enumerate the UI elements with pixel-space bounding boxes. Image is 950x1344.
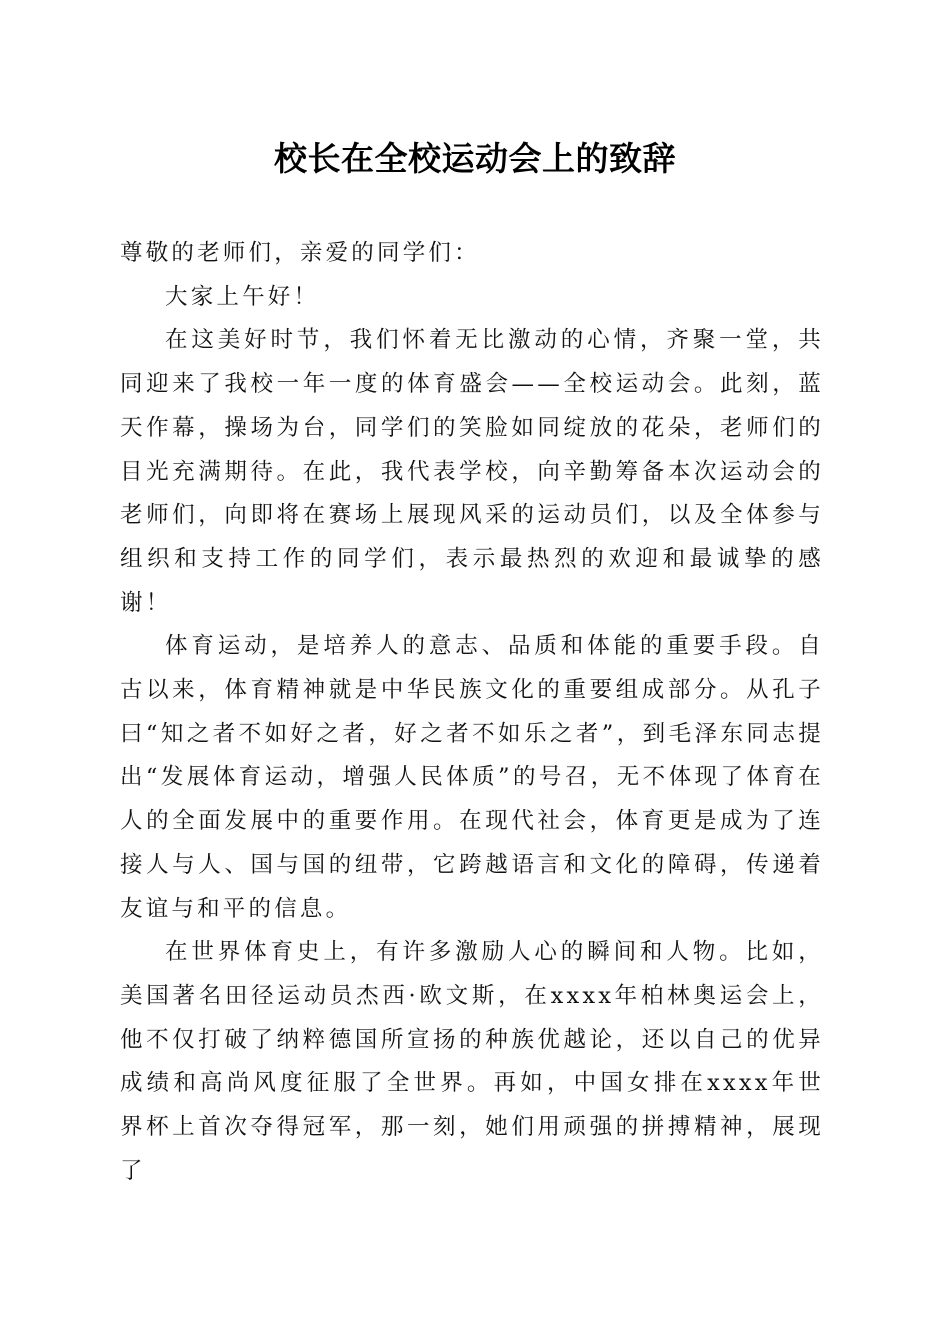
paragraph-opening: 在这美好时节，我们怀着无比激动的心情，齐聚一堂，共同迎来了我校一年一度的体育盛会——全校运动会。此刻，蓝天作幕，操场为台，同学们的笑脸如同绽放的花朵，老师们的目光充满期待。在此，我代表学校，向辛勤筹备本次运动会的老师们，向即将在赛场上展现风采的运动员们，以及全体参与组织和支持工作的同学们，表示最热烈的欢迎和最诚挚的感谢！ [120,327,824,616]
paragraph-greeting: 大家上午好！ [165,283,320,310]
document-title: 校长在全校运动会上的致辞 [274,139,676,178]
document-body [120,232,824,1193]
paragraph-sports-history: 在世界体育史上，有许多激励人心的瞬间和人物。比如，美国著名田径运动员杰西·欧文斯，在xxxx年柏林奥运会上，他不仅打破了纳粹德国所宣扬的种族优越论，还以自己的优异成绩和高尚风度征服了全世界。再如，中国女排在xxxx年世界杯上首次夺得冠军，那一刻，她们用顽强的拼搏精神，展现了 [120,939,824,1184]
salutation: 尊敬的老师们，亲爱的同学们： [120,240,480,266]
paragraph-sports-meaning: 体育运动，是培养人的意志、品质和体能的重要手段。自古以来，体育精神就是中华民族文化的重要组成部分。从孔子曰“知之者不如好之者，好之者不如乐之者”，到毛泽东同志提出“发展体育运动，增强人民体质”的号召，无不体现了体育在人的全面发展中的重要作用。在现代社会，体育更是成为了连接人与人、国与国的纽带，它跨越语言和文化的障碍，传递着友谊与和平的信息。 [120,633,824,922]
